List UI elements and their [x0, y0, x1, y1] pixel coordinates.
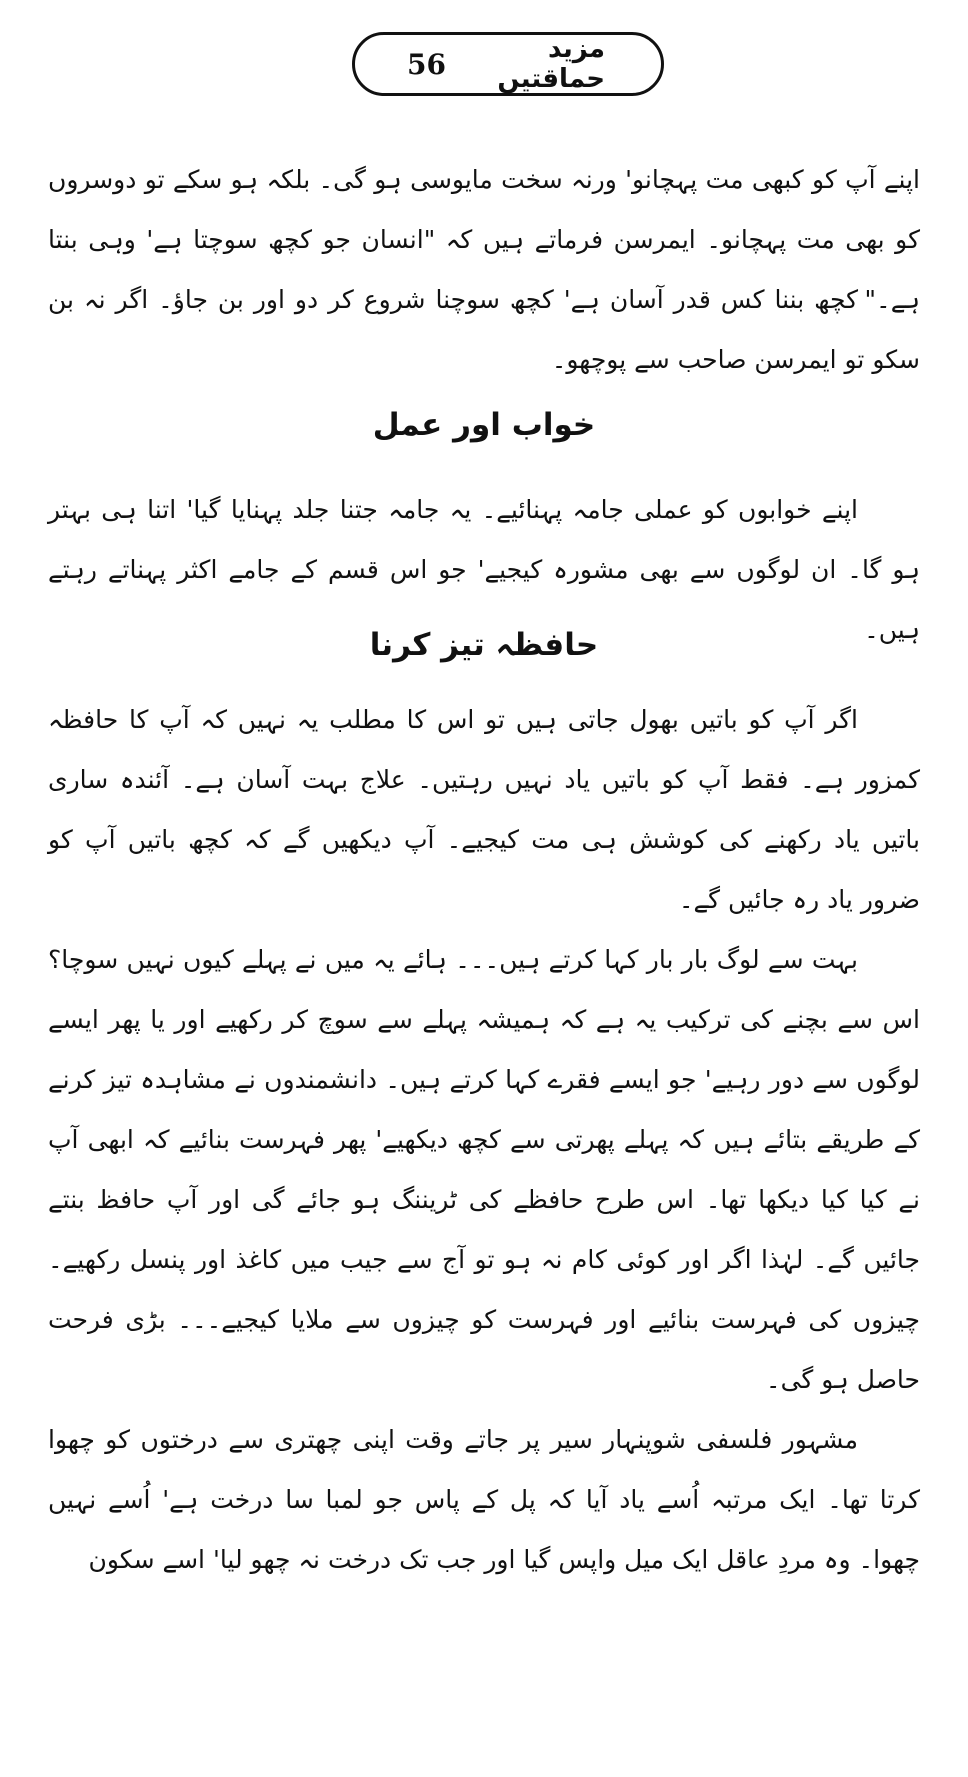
memory-paragraph-3: مشہور فلسفی شوپنہار سیر پر جاتے وقت اپنی چھتری سے درختوں کو چھوا کرتا تھا۔ ایک مرتبہ اُسے یاد آیا کہ پل کے پاس جو لمبا سا درخت ہے' اُسے نہیں چھوا۔ وہ مردِ عاقل ایک میل واپس گیا اور جب تک درخت نہ چھو لیا' اسے سکون — [48, 1425, 920, 1574]
memory-paragraph-2: بہت سے لوگ بار بار کہا کرتے ہیں۔۔۔ ہائے یہ میں نے پہلے کیوں نہیں سوچا؟ اس سے بچنے کی ترکیب یہ ہے کہ ہمیشہ پہلے سے سوچ کر رکھیے اور یا پھر ایسے لوگوں سے دور رہیے' جو ایسے فقرے کہا کرتے ہیں۔ دانشمندوں نے مشاہدہ تیز کرنے کے طریقے بتائے ہیں کہ پہلے پھرتی سے کچھ دیکھیے' پھر فہرست بنائیے کہ ابھی آپ نے کیا کیا دیکھا تھا۔ اس طرح حافظے کی ٹریننگ ہو جائے گی اور آپ حافظ بنتے جائیں گے۔ لہٰذا اگر اور کوئی کام نہ ہو تو آج سے جیب میں کاغذ اور پنسل رکھیے۔ چیزوں کی فہرست بنائیے اور فہرست کو چیزوں سے ملایا کیجیے۔۔۔ بڑی فرحت حاصل ہو گی۔ — [48, 945, 920, 1394]
heading-dreams-and-action: خواب اور عمل — [372, 407, 596, 443]
running-header — [352, 32, 664, 96]
dreams-paragraph-1: اپنے خوابوں کو عملی جامہ پہنائیے۔ یہ جامہ جتنا جلد پہنایا گیا' اتنا ہی بہتر ہو گا۔ ان لوگوں سے بھی مشورہ کیجیے' جو اس قسم کے جامے اکثر پہناتے رہتے ہیں۔ — [48, 495, 920, 644]
running-title: مزید حماقتیں — [497, 34, 605, 94]
intro-paragraph-2: کچھ بننا کس قدر آسان ہے' کچھ سوچنا شروع کر دو اور بن جاؤ۔ اگر نہ بن سکو تو ایمرسن صاحب سے پوچھو۔ — [48, 285, 920, 374]
memory-paragraph-1: اگر آپ کو باتیں بھول جاتی ہیں تو اس کا مطلب یہ نہیں کہ آپ کا حافظہ کمزور ہے۔ فقط آپ کو باتیں یاد نہیں رہتیں۔ علاج بہت آسان ہے۔ آئندہ ساری باتیں یاد رکھنے کی کوشش ہی مت کیجیے۔ آپ دیکھیں گے کہ کچھ باتیں آپ کو ضرور یاد رہ جائیں گے۔ — [48, 705, 920, 914]
page-number: 56 — [407, 47, 446, 81]
heading-sharpen-memory: حافظہ تیز کرنا — [369, 627, 599, 663]
intro-paragraph-1: اپنے آپ کو کبھی مت پہچانو' ورنہ سخت مایوسی ہو گی۔ بلکہ ہو سکے تو دوسروں کو بھی مت پہچانو۔ ایمرسن فرماتے ہیں کہ "انسان جو کچھ سوچتا ہے' وہی بنتا ہے۔" — [48, 165, 920, 314]
